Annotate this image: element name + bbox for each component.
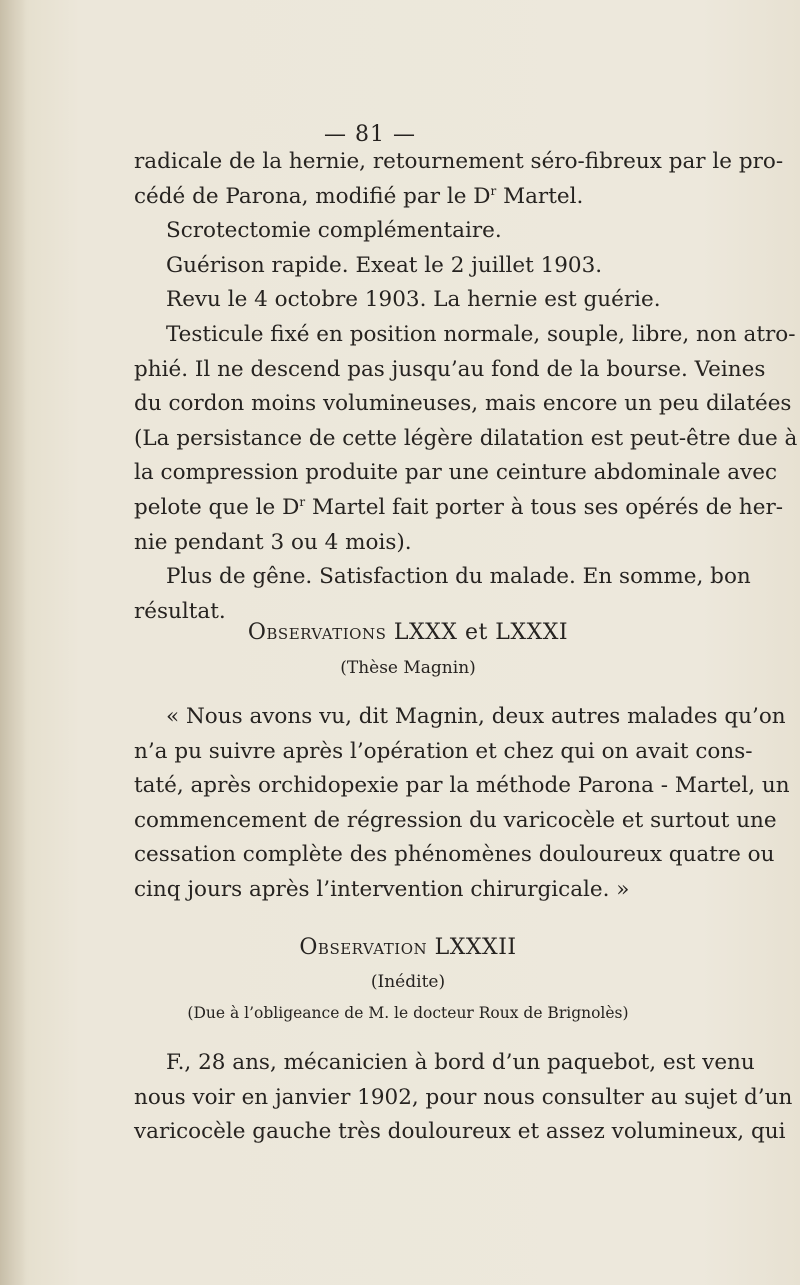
text-line: varicocèle gauche très douloureux et assez volumineux, qui <box>134 1119 786 1145</box>
paragraph-1 <box>134 145 798 629</box>
heading-number: LXXX et LXXXI <box>386 620 569 645</box>
text-line-part: cédé de Parona, modifié par le D <box>134 183 491 209</box>
text-line-part: pelote que le D <box>134 494 300 520</box>
text-line: cinq jours après l’intervention chirurgicale. » <box>134 876 630 902</box>
text-line: F., 28 ans, mécanicien à bord d’un paquebot, est venu <box>166 1050 755 1075</box>
text-line: (La persistance de cette légère dilatation est peut-être due à <box>134 425 798 451</box>
superscript: r <box>490 183 497 198</box>
section-heading-observations-80-81 <box>134 620 682 645</box>
text-line-part: Martel. <box>496 183 584 209</box>
text-line: Scrotectomie complémentaire. <box>166 218 502 244</box>
text-line: nie pendant 3 ou 4 mois). <box>134 529 412 555</box>
source-note-magnin: (Thèse Magnin) <box>340 658 476 678</box>
superscript: r <box>299 494 306 509</box>
heading-prefix: Observations <box>247 620 387 645</box>
text-line: phié. Il ne descend pas jusqu’au fond de la bourse. Veines <box>134 356 766 382</box>
text-line: la compression produite par une ceinture abdominale avec <box>134 460 778 486</box>
unpublished-note: (Inédite) <box>370 972 446 992</box>
text-line: nous voir en janvier 1902, pour nous consulter au sujet d’un <box>134 1084 793 1110</box>
text-line: résultat. <box>134 598 226 624</box>
text-line: Guérison rapide. Exeat le 2 juillet 1903. <box>166 252 603 278</box>
text-line: Revu le 4 octobre 1903. La hernie est guérie. <box>166 287 661 313</box>
text-line: n’a pu suivre après l’opération et chez qui on avait cons- <box>134 738 753 764</box>
text-line: commencement de régression du varicocèle et surtout une <box>134 807 777 833</box>
text-line: Plus de gêne. Satisfaction du malade. En somme, bon <box>166 564 751 590</box>
text-line <box>134 180 682 215</box>
page-number: — 81 — <box>324 122 416 147</box>
page-binding-shadow <box>0 0 26 1285</box>
section-heading-observation-82 <box>134 935 682 960</box>
heading-prefix: Observation <box>299 935 428 960</box>
text-line: « Nous avons vu, dit Magnin, deux autres malades qu’on <box>166 704 786 729</box>
text-line: du cordon moins volumineuses, mais encore un peu dilatées <box>134 391 792 417</box>
text-line: radicale de la hernie, retournement séro-fibreux par le pro- <box>134 149 784 174</box>
paragraph-2 <box>134 1046 793 1150</box>
text-line: taté, après orchidopexie par la méthode Parona - Martel, un <box>134 773 790 799</box>
quote-paragraph <box>134 700 790 908</box>
text-line: Testicule fixé en position normale, souple, libre, non atro- <box>166 321 796 347</box>
acknowledgement-note: (Due à l’obligeance de M. le docteur Roux de Brignolès) <box>187 1004 629 1022</box>
text-line-part: Martel fait porter à tous ses opérés de her- <box>305 494 784 520</box>
text-line <box>134 491 784 526</box>
text-line: cessation complète des phénomènes douloureux quatre ou <box>134 842 775 868</box>
heading-number: LXXXII <box>427 935 517 960</box>
